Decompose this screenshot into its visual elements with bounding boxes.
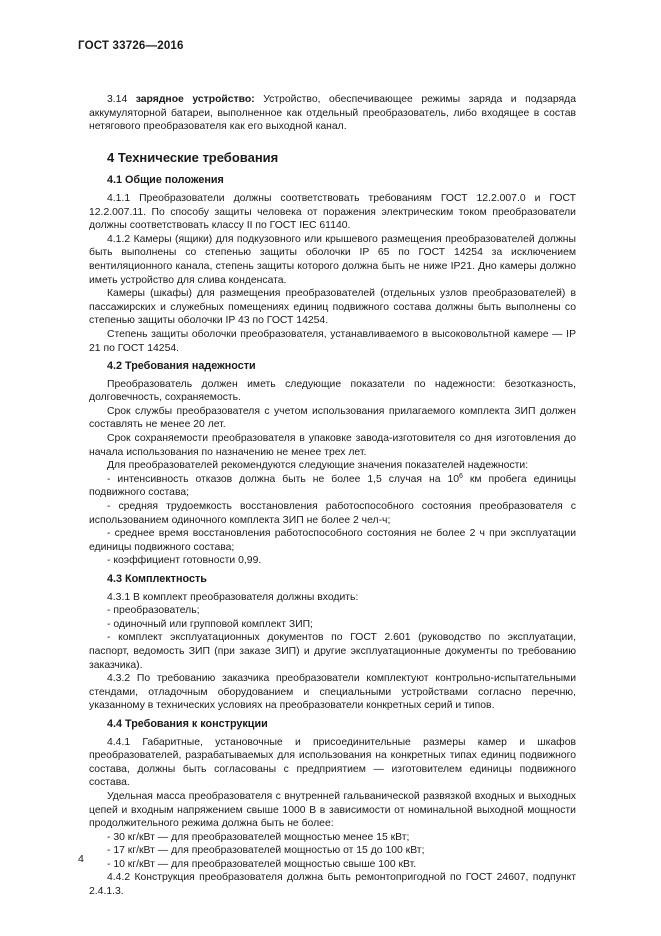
- page-number: 4: [78, 853, 84, 865]
- list-item: - коэффициент готовности 0,99.: [107, 555, 262, 567]
- list-item: - преобразователь;: [107, 605, 200, 617]
- document-header: ГОСТ 33726—2016: [78, 40, 184, 52]
- paragraph: Камеры (шкафы) для размещения преобразователей (отдельных узлов преобразователей) в пассажирских и служебных помещениях единиц подвижного состава должны быть выполнены со степенью защиты оболочки IP 43 по ГОСТ 14254.: [89, 288, 576, 327]
- list-item: - 17 кг/кВт — для преобразователей мощностью от 15 до 100 кВт;: [107, 845, 425, 857]
- list-item-text: км пробега единицы подвижного состава;: [89, 473, 577, 499]
- list-item: - комплект эксплуатационных документов по ГОСТ 2.601 (руководство по эксплуатации, паспорт, ведомость ЗИП (при заказе ЗИП) и другие эксплуатационные документы по требованию заказчика).: [89, 632, 576, 671]
- clause-number: 3.14: [107, 94, 128, 105]
- list-item: - одиночный или групповой комплект ЗИП;: [107, 618, 313, 630]
- list-item: - 10 кг/кВт — для преобразователей мощностью свыше 100 кВт.: [107, 858, 417, 870]
- term-definition: Устройство, обеспечивающее режимы заряда и подзаряда аккумуляторной батареи, выполненное как отдельный преобразователь, либо входящее в состав нетягового преобразователя как его выходной канал.: [89, 94, 577, 133]
- clause-4-3-2: 4.3.2 По требованию заказчика преобразователи комплектуют контрольно-испытательными стендами, отладочным оборудованием и специальными устройствами согласно перечню, указанному в технических условиях на преобразователи конкретных серий и типов.: [89, 673, 576, 712]
- paragraph: Срок службы преобразователя с учетом использования прилагаемого комплекта ЗИП должен составлять не менее 20 лет.: [89, 405, 576, 431]
- subsection-heading-4-4: 4.4 Требования к конструкции: [107, 717, 268, 730]
- clause-4-3-1: 4.3.1 В комплект преобразователя должны входить:: [107, 591, 359, 603]
- list-item: - средняя трудоемкость восстановления работоспособного состояния преобразователя с использованием одиночного комплекта ЗИП не более 2 чел-ч;: [89, 501, 576, 526]
- clause-3-14: [89, 93, 576, 134]
- clause-4-4-1: 4.4.1 Габаритные, установочные и присоединительные размеры камер и шкафов преобразователей, разрабатываемых для использования на конкретных типах единиц подвижного состава, должны быть согласованы с предприятием — изготовителем единицы подвижного состава.: [89, 736, 576, 789]
- subsection-heading-4-2: 4.2 Требования надежности: [107, 360, 256, 373]
- clause-4-4-2: 4.4.2 Конструкция преобразователя должна быть ремонтопригодной по ГОСТ 24607, подпункт 2.4.1.3.: [89, 872, 576, 898]
- section-heading-4: 4 Технические требования: [107, 149, 279, 165]
- clause-4-1-1: 4.1.1 Преобразователи должны соответствовать требованиям ГОСТ 12.2.007.0 и ГОСТ 12.2.007.11. По способу защиты человека от поражения электрическим током преобразователи должны соответствовать классу II по ГОСТ IEC 61140.: [89, 192, 576, 232]
- paragraph: Степень защиты оболочки преобразователя, устанавливаемого в высоковольтной камере — IP 21 по ГОСТ 14254.: [89, 328, 576, 354]
- list-item: - среднее время восстановления работоспособного состояния не более 2 ч при эксплуатации единицы подвижного состава;: [89, 528, 576, 553]
- subsection-heading-4-3: 4.3 Комплектность: [107, 573, 207, 585]
- paragraph: Преобразователь должен иметь следующие показатели по надежности: безотказность, долговечность, сохраняемость.: [89, 378, 576, 404]
- clause-4-1-2: 4.1.2 Камеры (ящики) для подкузовного или крышевого размещения преобразователей должны быть выполнены со степенью защиты оболочки IP 65 по ГОСТ 14254 за исключением вентиляционного канала, степень защиты которого должна быть не ниже IP21. Дно камеры должно иметь устройство для слива конденсата.: [89, 233, 576, 286]
- paragraph: Срок сохраняемости преобразователя в упаковке завода-изготовителя со дня изготовления до начала использования по назначению не менее трех лет.: [89, 433, 576, 458]
- paragraph: Удельная масса преобразователя с внутренней гальванической развязкой входных и выходных цепей и входным напряжением свыше 1000 В в зависимости от номинальной выходной мощности продолжительного режима должна быть не более:: [89, 790, 576, 830]
- paragraph: Для преобразователей рекомендуются следующие значения показателей надежности:: [107, 460, 529, 472]
- subsection-heading-4-1: 4.1 Общие положения: [107, 174, 224, 187]
- list-item: - 30 кг/кВт — для преобразователей мощностью менее 15 кВт;: [107, 831, 410, 843]
- list-item-text: - интенсивность отказов должна быть не более 1,5 случая на 10: [107, 473, 460, 485]
- list-item: [89, 473, 576, 500]
- exponent: 6: [459, 472, 463, 480]
- term: зарядное устройство:: [135, 94, 255, 105]
- document-body: [89, 93, 576, 899]
